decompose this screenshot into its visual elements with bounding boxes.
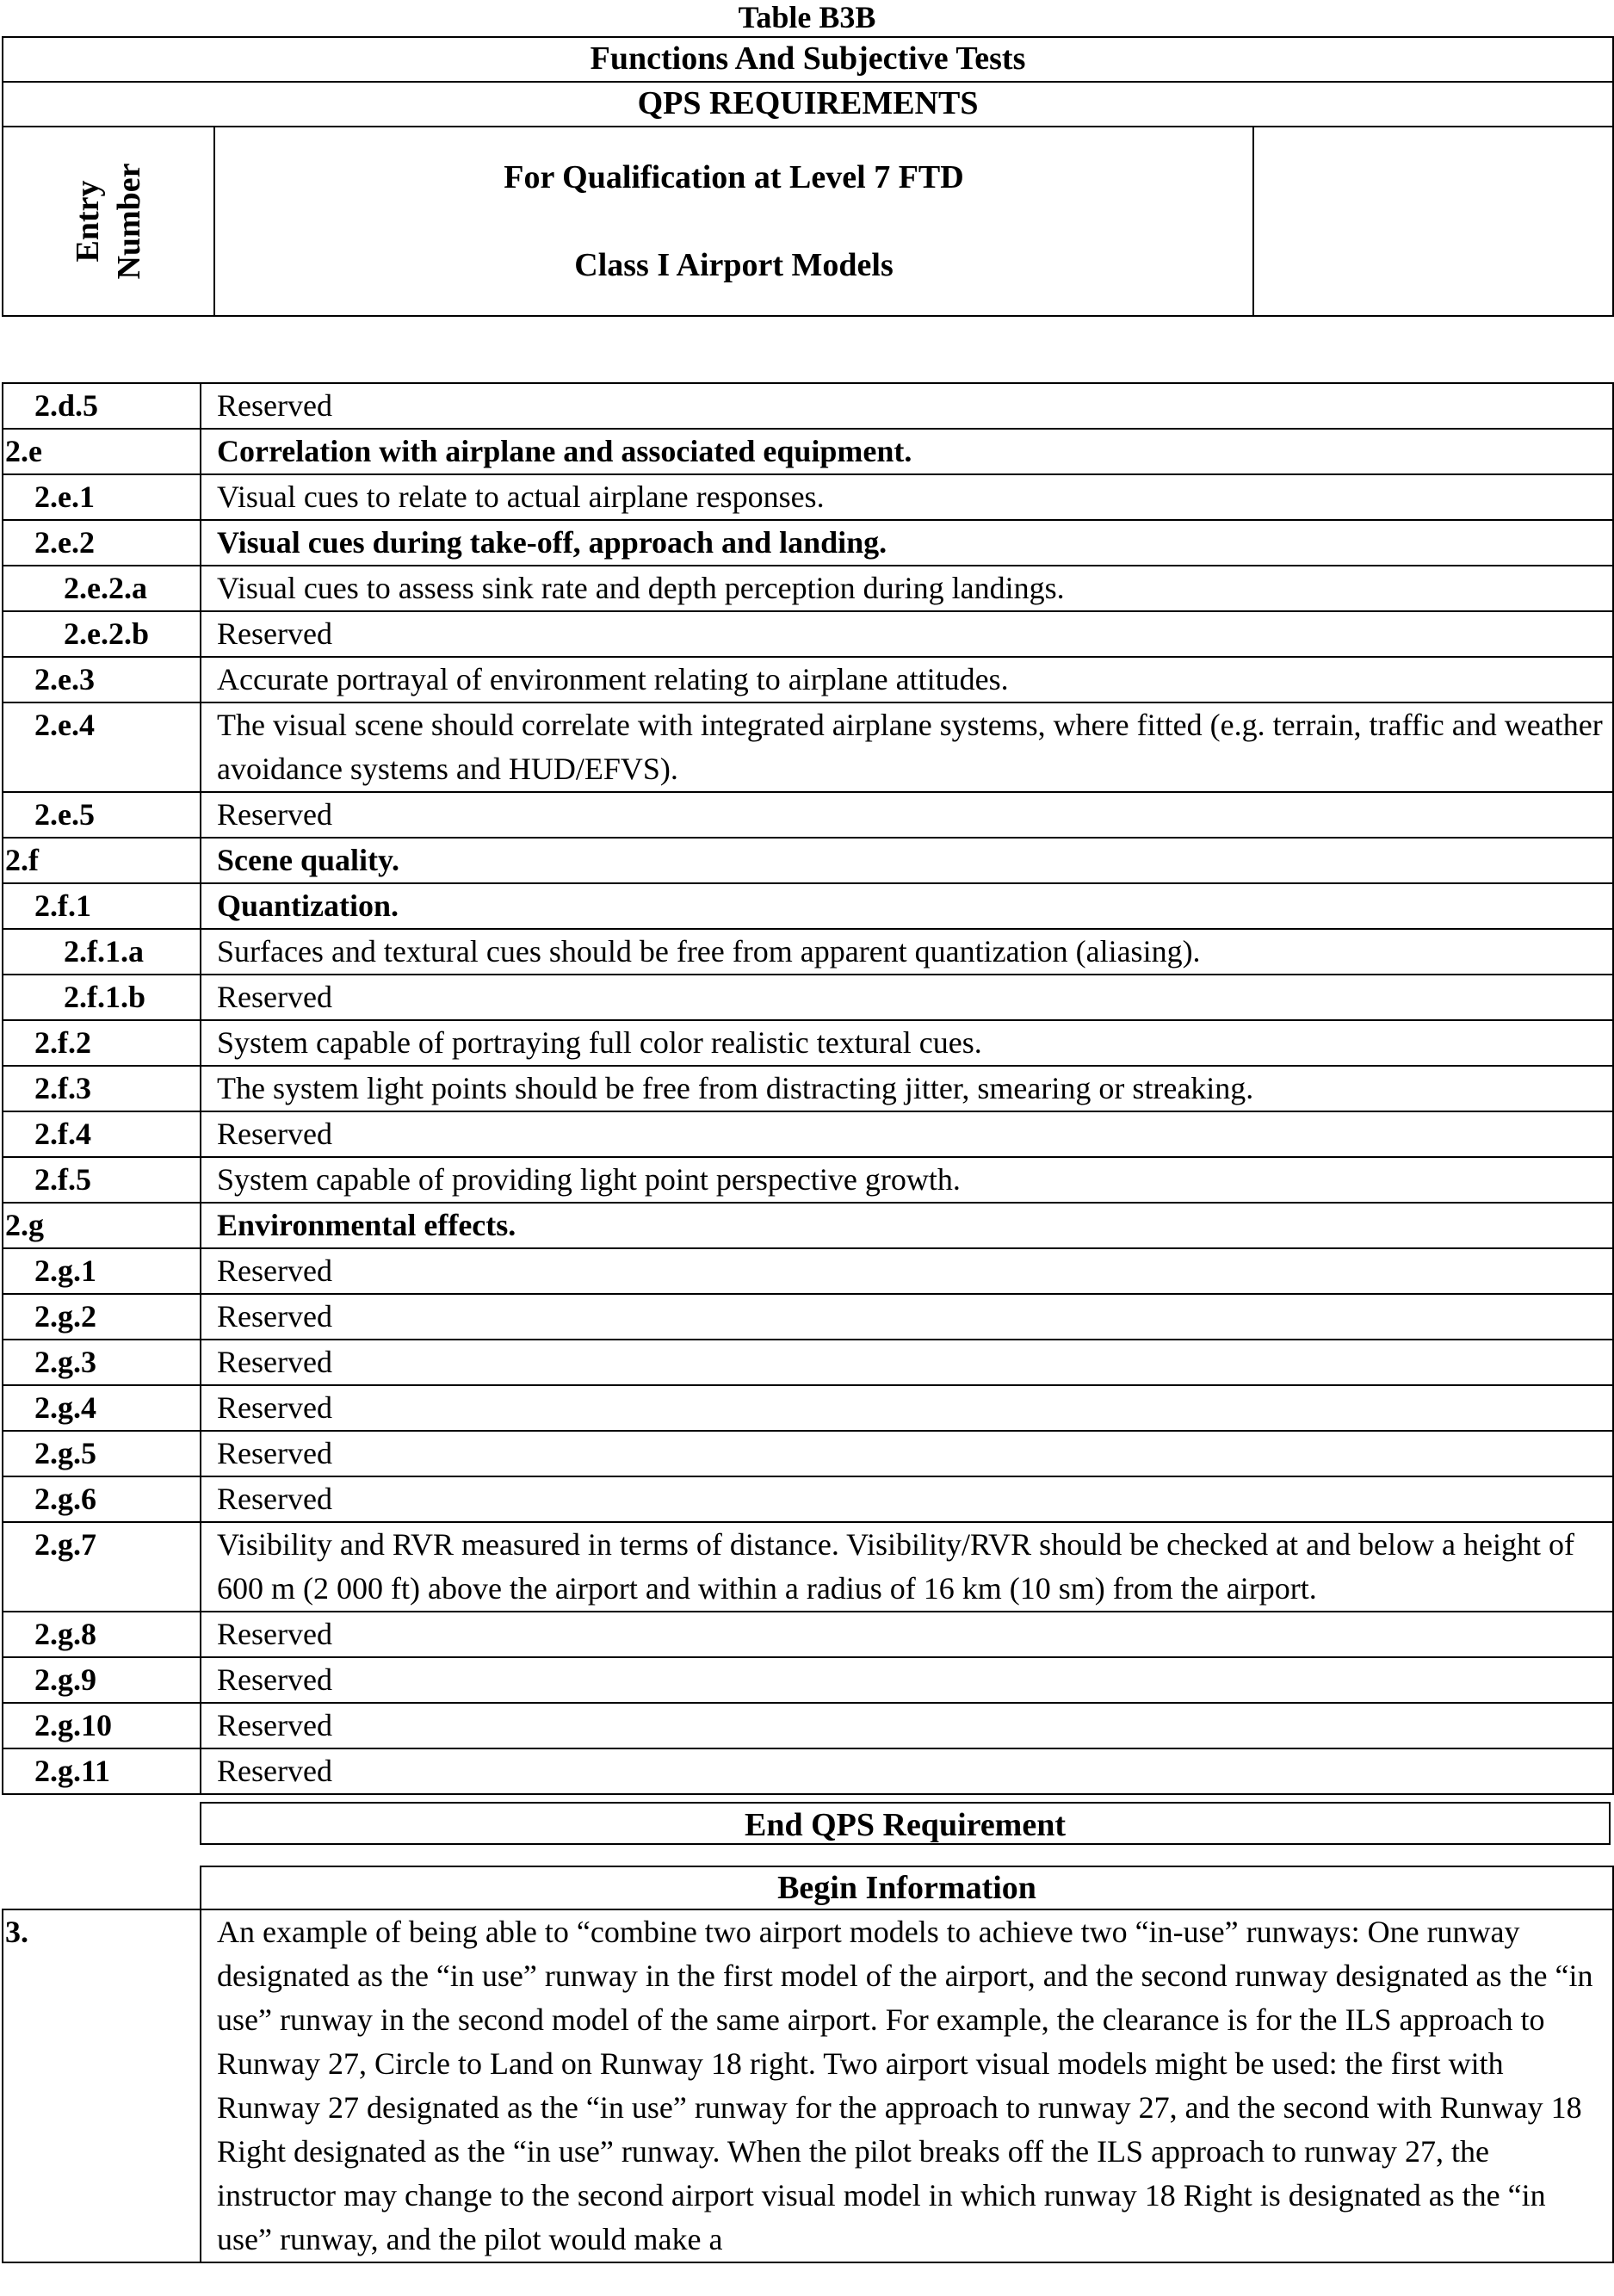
table-row [3, 611, 1613, 657]
entry-number: 2.f.1.a [3, 929, 201, 975]
entry-number: 2.g.11 [3, 1748, 201, 1794]
requirement-text: Reserved [201, 1248, 1613, 1294]
header-row-functions: Functions And Subjective Tests [3, 37, 1613, 82]
table-row [3, 1157, 1613, 1203]
requirement-text: Scene quality. [201, 838, 1613, 883]
table-row [3, 838, 1613, 883]
requirement-text: Visual cues to assess sink rate and depth perception during landings. [201, 566, 1613, 611]
requirements-table [2, 382, 1614, 1795]
table-row [3, 1748, 1613, 1794]
requirement-text: Quantization. [201, 883, 1613, 929]
information-table [2, 1866, 1614, 2263]
airport-model-class: Class I Airport Models [574, 247, 894, 283]
entry-label-line2: Number [111, 163, 147, 280]
requirement-text: Reserved [201, 1612, 1613, 1657]
requirement-text: Reserved [201, 383, 1613, 429]
qualification-header [214, 127, 1253, 316]
requirement-text: Visual cues during take-off, approach and landing. [201, 520, 1613, 566]
table-row [3, 474, 1613, 520]
requirement-text: Reserved [201, 1431, 1613, 1476]
table-row [3, 1294, 1613, 1340]
blank-header-cell [1253, 127, 1613, 316]
entry-number: 2.g.3 [3, 1340, 201, 1385]
table-row [3, 975, 1613, 1020]
requirement-text: System capable of providing light point perspective growth. [201, 1157, 1613, 1203]
table-row [3, 1612, 1613, 1657]
entry-number: 2.g.2 [3, 1294, 201, 1340]
entry-number: 2.f.1 [3, 883, 201, 929]
info-text: An example of being able to “combine two airport models to achieve two “in-use” runways: One runway designated as the “in use” runway in the first model of the airport, and the second runway designated as the “in use” runway in the second model of the same airport. For example, the clearance is for the ILS approach to Runway 27, Circle to Land on Runway 18 right. Two airport visual models might be used: the first with Runway 27 designated as the “in use” runway for the approach to runway 27, and the second with Runway 18 Right designated as the “in use” runway. When the pilot breaks off the ILS approach to runway 27, the instructor may change to the second airport visual model in which runway 18 Right is designated as the “in use” runway, and the pilot would make a [201, 1909, 1613, 2262]
table-row [3, 1476, 1613, 1522]
requirement-text: Accurate portrayal of environment relating to airplane attitudes. [201, 657, 1613, 702]
begin-information-title: Begin Information [201, 1866, 1613, 1909]
qualification-level: For Qualification at Level 7 FTD [504, 159, 964, 195]
requirement-text: Reserved [201, 792, 1613, 838]
table-row [3, 792, 1613, 838]
requirement-text: Reserved [201, 1340, 1613, 1385]
entry-number: 2.f.3 [3, 1066, 201, 1111]
table-row [3, 929, 1613, 975]
table-row [3, 1020, 1613, 1066]
table-row [3, 429, 1613, 474]
entry-number: 2.e.2 [3, 520, 201, 566]
entry-number: 2.f.5 [3, 1157, 201, 1203]
entry-number: 2.g [3, 1203, 201, 1248]
entry-number: 2.e.4 [3, 702, 201, 792]
entry-number: 2.f.2 [3, 1020, 201, 1066]
entry-number: 2.e.1 [3, 474, 201, 520]
entry-number: 2.e.2.a [3, 566, 201, 611]
header-row-qps: QPS REQUIREMENTS [3, 82, 1613, 127]
table-row [3, 702, 1613, 792]
entry-number: 2.g.1 [3, 1248, 201, 1294]
requirement-text: Surfaces and textural cues should be free from apparent quantization (aliasing). [201, 929, 1613, 975]
requirement-text: Reserved [201, 1476, 1613, 1522]
entry-number: 2.f.4 [3, 1111, 201, 1157]
table-row [3, 383, 1613, 429]
table-row [3, 1431, 1613, 1476]
entry-number: 2.g.10 [3, 1703, 201, 1748]
requirement-text: Reserved [201, 1385, 1613, 1431]
table-row [3, 1340, 1613, 1385]
table-row [3, 1385, 1613, 1431]
table-row [3, 657, 1613, 702]
requirement-text: Reserved [201, 975, 1613, 1020]
requirement-text: Correlation with airplane and associated equipment. [201, 429, 1613, 474]
entry-number: 2.g.9 [3, 1657, 201, 1703]
requirement-text: Reserved [201, 1111, 1613, 1157]
table-row [3, 566, 1613, 611]
requirement-text: Visibility and RVR measured in terms of distance. Visibility/RVR should be checked at and below a height of 600 m (2 000 ft) above the airport and within a radius of 16 km (10 sm) from the airport. [201, 1522, 1613, 1612]
entry-number: 2.f.1.b [3, 975, 201, 1020]
header-table [2, 36, 1614, 317]
table-row [3, 1657, 1613, 1703]
table-row [3, 883, 1613, 929]
entry-label-line1: Entry [70, 180, 106, 263]
table-row [3, 1203, 1613, 1248]
table-row [3, 1111, 1613, 1157]
entry-number: 2.g.4 [3, 1385, 201, 1431]
entry-number: 2.g.5 [3, 1431, 201, 1476]
table-row [3, 1066, 1613, 1111]
requirement-text: The system light points should be free from distracting jitter, smearing or streaking. [201, 1066, 1613, 1111]
entry-number: 2.g.6 [3, 1476, 201, 1522]
requirement-text: Reserved [201, 1748, 1613, 1794]
requirement-text: The visual scene should correlate with integrated airplane systems, where fitted (e.g. terrain, traffic and weather avoidance systems and HUD/EFVS). [201, 702, 1613, 792]
entry-number: 2.e.5 [3, 792, 201, 838]
info-entry-number: 3. [3, 1909, 201, 2262]
table-row [3, 1522, 1613, 1612]
entry-number: 2.e.3 [3, 657, 201, 702]
requirement-text: Reserved [201, 1703, 1613, 1748]
info-blank-cell [3, 1866, 201, 1909]
table-row [3, 1703, 1613, 1748]
entry-number-header [3, 127, 214, 316]
requirement-text: Environmental effects. [201, 1203, 1613, 1248]
requirement-text: Reserved [201, 1657, 1613, 1703]
requirement-text: Reserved [201, 611, 1613, 657]
table-row [3, 520, 1613, 566]
requirement-text: System capable of portraying full color realistic textural cues. [201, 1020, 1613, 1066]
table-title: Table B3B [738, 0, 876, 34]
entry-number: 2.e.2.b [3, 611, 201, 657]
requirement-text: Visual cues to relate to actual airplane responses. [201, 474, 1613, 520]
table-row [3, 1248, 1613, 1294]
entry-number: 2.e [3, 429, 201, 474]
entry-number: 2.g.7 [3, 1522, 201, 1612]
entry-number: 2.d.5 [3, 383, 201, 429]
entry-number: 2.f [3, 838, 201, 883]
requirement-text: Reserved [201, 1294, 1613, 1340]
entry-number: 2.g.8 [3, 1612, 201, 1657]
end-qps-requirement: End QPS Requirement [200, 1802, 1611, 1845]
